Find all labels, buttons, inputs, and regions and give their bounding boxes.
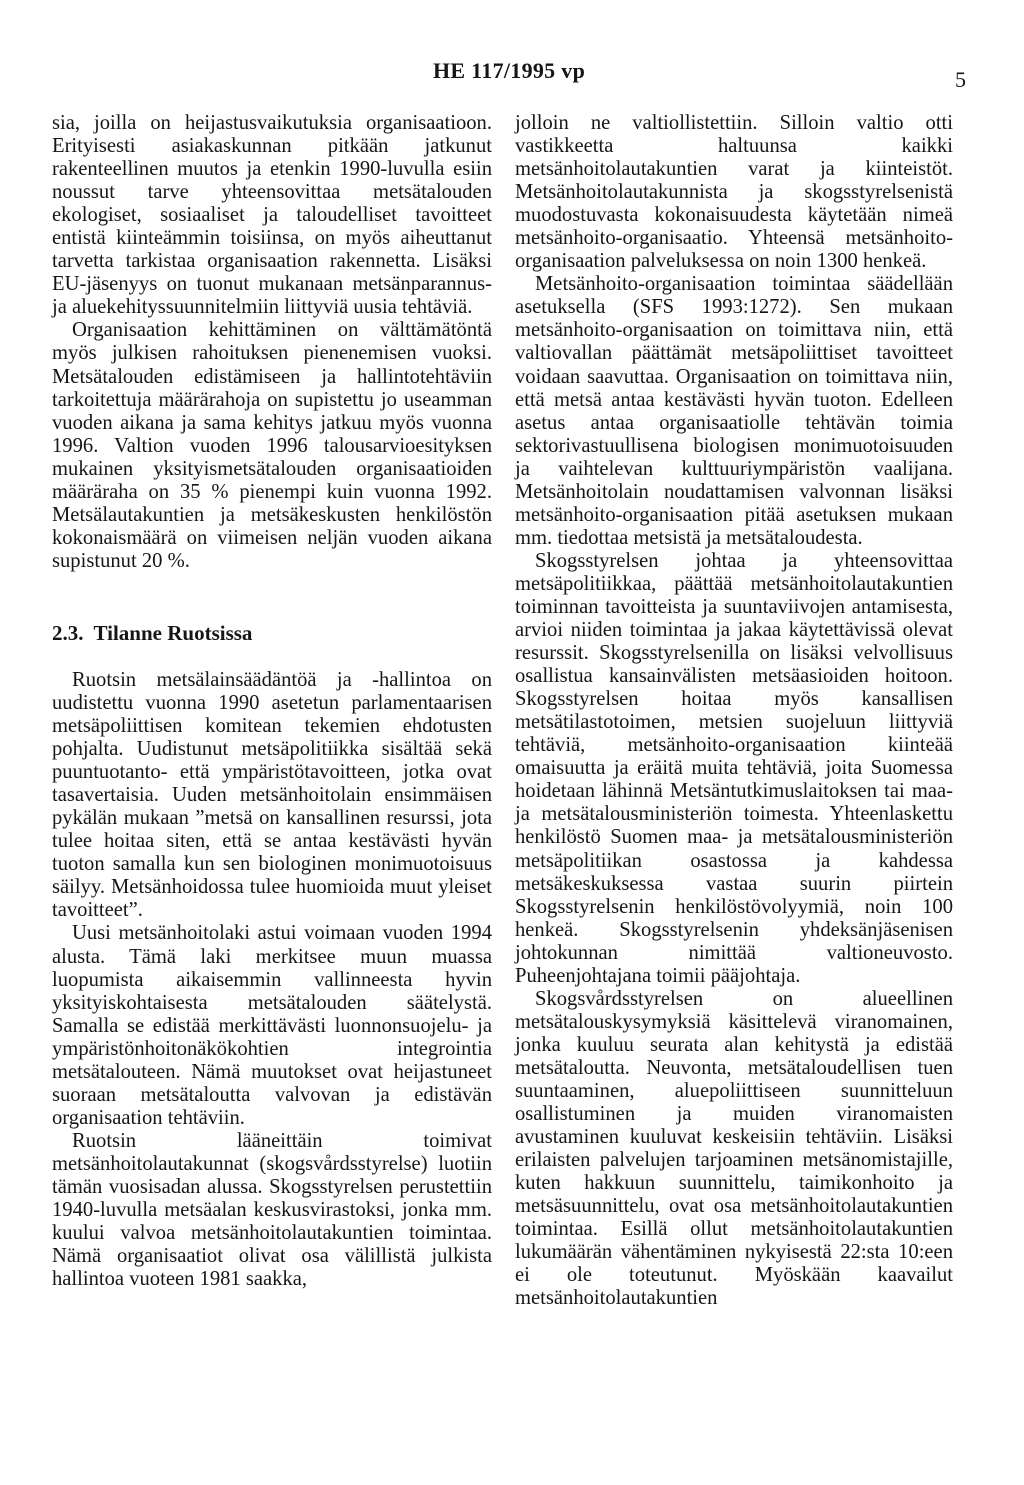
page-number: 5 xyxy=(955,67,966,92)
paragraph: Ruotsin metsälainsäädäntöä ja -hallintoa on uudistettu vuonna 1990 asetetun parlamentaarisen metsäpoliittisen komitean tekemien ehdotusten pohjalta. Uudistunut metsäpolitiikka sisältää sekä puuntuotanto- että ympäristötavoitteen, jotka ovat tasavertaisia. Uuden metsänhoitolain ensimmäisen pykälän mukaan ”metsä on kansallinen resurssi, jota tulee hoitaa siten, että se antaa kestävästi hyvän tuoton samalla kun sen biologinen monimuotoisuus säilyy. Metsänhoidossa tulee huomioida muut yleiset tavoitteet”. xyxy=(52,668,492,922)
section-title: Tilanne Ruotsissa xyxy=(93,620,253,645)
section-heading xyxy=(52,621,492,645)
paragraph: Metsänhoito-organisaation toimintaa säädellään asetuksella (SFS 1993:1272). Sen mukaan metsänhoito-organisaation on toimittava niin, että valtiovallan päättämät metsäpoliittiset tavoitteet voidaan saavuttaa. Organisaation on toimittava niin, että metsä antaa kestävästi hyvän tuoton. Edelleen asetus antaa organisaatiolle tehtävän toimia sektorivastuullisena biologisen monimuotoisuuden ja vaihtelevan kulttuuriympäristön vaalijana. Metsänhoitolain noudattamisen valvonnan lisäksi metsänhoito-organisaation pitää asetuksen mukaan mm. tiedottaa metsistä ja metsätaloudesta. xyxy=(515,273,953,549)
paragraph: jolloin ne valtiollistettiin. Silloin valtio otti vastikkeetta haltuunsa kaikki metsänhoitolautakuntien varat ja kiinteistöt. Metsänhoitolautakunnista ja skogsstyrelsenistä muodostuvasta kokonaisuudesta käytetään nimeä metsänhoito-organisaatio. Yhteensä metsänhoito-organisaation palveluksessa on noin 1300 henkeä. xyxy=(515,112,953,273)
paragraph: Skogsstyrelsen johtaa ja yhteensovittaa metsäpolitiikkaa, päättää metsänhoitolautakuntien toiminnan tavoitteista ja suuntaviivojen antamisesta, arvioi niiden toimintaa ja jakaa käytettävissä olevat resurssit. Skogsstyrelsenilla on lisäksi velvollisuus osallistua kansainvälisten metsäasioiden hoitoon. Skogsstyrelsen hoitaa myös kansallisen metsätilastotoimen, metsien suojeluun liittyviä tehtäviä, metsänhoito-organisaation kiinteää omaisuutta ja eräitä muita tehtäviä, joita Suomessa hoidetaan lähinnä Metsäntutkimuslaitoksen tai maa- ja metsätalousministeriön toimesta. Yhteenlaskettu henkilöstö Suomen maa- ja metsätalousministeriön metsäpolitiikan osastossa ja kahdessa metsäkeskuksessa vastaa suurin piirtein Skogsstyrelsenin henkilöstövolyymiä, noin 100 henkeä. Skogsstyrelsenin yhdeksänjäsenisen johtokunnan nimittää valtioneuvosto. Puheenjohtajana toimii pääjohtaja. xyxy=(515,549,953,987)
document-title: HE 117/1995 vp xyxy=(433,58,586,83)
paragraph: sia, joilla on heijastusvaikutuksia organisaatioon. Erityisesti asiakaskunnan pitkään jatkunut rakenteellinen muutos ja etenkin 1990-luvulla esiin noussut tarve yhteensovittaa metsätalouden ekologiset, sosiaaliset ja taloudelliset tavoitteet entistä kiinteämmin toisiinsa, on myös aiheuttanut tarvetta tarkistaa organisaation rakennetta. Lisäksi EU-jäsenyys on tuonut mukanaan metsänparannus- ja aluekehityssuunnitelmiin liittyviä uusia tehtäviä. xyxy=(52,112,492,319)
paragraph: Skogsvårdsstyrelsen on alueellinen metsätalouskysymyksiä käsittelevä viranomainen, jonka kuuluu seurata alan kehitystä ja edistää metsätaloutta. Neuvonta, metsätaloudellisen tuen suuntaaminen, aluepoliittiseen suunnitteluun osallistuminen ja muiden viranomaisten avustaminen kuuluvat keskeisiin tehtäviin. Lisäksi erilaisten palvelujen tarjoaminen metsänomistajille, kuten hakkuun suunnittelu, taimikonhoito ja metsäsuunnittelu, ovat osa metsänhoitolautakuntien toimintaa. Esillä ollut metsänhoitolautakuntien lukumäärän vähentäminen nykyisestä 22:sta 10:een ei ole toteutunut. Myöskään kaavailut metsänhoitolautakuntien xyxy=(515,987,953,1310)
page-header xyxy=(0,58,1024,92)
left-column xyxy=(52,112,492,1291)
paragraph: Organisaation kehittäminen on välttämätöntä myös julkisen rahoituksen pienenemisen vuoksi. Metsätalouden edistämiseen ja hallintotehtäviin tarkoitettuja määrärahoja on supistettu jo useamman vuoden aikana ja sama kehitys jatkuu myös vuonna 1996. Valtion vuoden 1996 talousarvioesityksen mukainen yksityismetsätalouden organisaatioiden määräraha on 35 % pienempi kuin vuonna 1992. Metsälautakuntien ja metsäkeskusten henkilöstön kokonaismäärä on viimeisen neljän vuoden aikana supistunut 20 %. xyxy=(52,319,492,572)
section-number: 2.3. xyxy=(52,620,84,645)
right-column xyxy=(515,112,953,1310)
paragraph: Uusi metsänhoitolaki astui voimaan vuoden 1994 alusta. Tämä laki merkitsee muun muassa luopumista aikaisemmin vallinneesta hyvin yksityiskohtaisesta metsätalouden säätelystä. Samalla se edistää merkittävästi luonnonsuojelu- ja ympäristönhoitonäkökohtien integrointia metsätalouteen. Nämä muutokset ovat heijastuneet suoraan metsätaloutta valvovan ja edistävän organisaation tehtäviin. xyxy=(52,922,492,1129)
paragraph: Ruotsin lääneittäin toimivat metsänhoitolautakunnat (skogsvårdsstyrelse) luotiin tämän vuosisadan alussa. Skogsstyrelsen perustettiin 1940-luvulla metsäalan keskusvirastoksi, jonka mm. kuului valvoa metsänhoitolautakuntien toimintaa. Nämä organisaatiot olivat osa välillistä julkista hallintoa vuoteen 1981 saakka, xyxy=(52,1129,492,1291)
